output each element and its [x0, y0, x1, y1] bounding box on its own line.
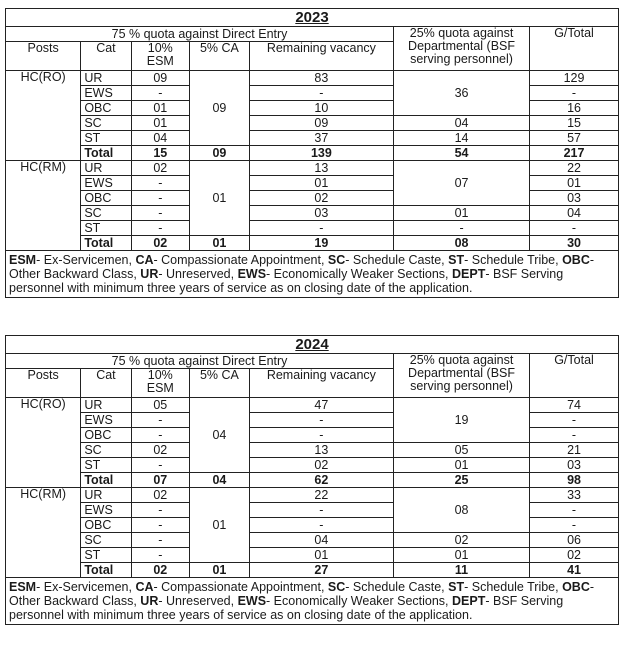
total-ca: 01: [190, 563, 250, 578]
gtotal-cell: -: [530, 428, 619, 443]
legend-abbr: DEPT: [452, 267, 486, 281]
total-remaining: 139: [249, 146, 393, 161]
total-row: [6, 563, 619, 578]
total-gtotal: 217: [530, 146, 619, 161]
remaining-header: Remaining vacancy: [249, 42, 393, 71]
legend-text: - Other Backward Class,: [9, 253, 595, 281]
gtotal-cell: -: [530, 518, 619, 533]
dept-cell: 05: [394, 443, 530, 458]
legend-note: [6, 578, 619, 625]
legend-abbr: ST: [448, 253, 465, 267]
esm-cell: 05: [131, 398, 190, 413]
total-dept: 54: [394, 146, 530, 161]
gtotal-header: G/Total: [530, 354, 619, 398]
legend-abbr: SC: [327, 253, 346, 267]
ca-merged-cell: 01: [190, 488, 250, 563]
dept-cell: 01: [394, 206, 530, 221]
total-esm: 02: [131, 236, 190, 251]
dept-cell: -: [394, 221, 530, 236]
total-row: [6, 146, 619, 161]
esm-cell: -: [131, 428, 190, 443]
legend-abbr: EWS: [237, 267, 267, 281]
legend-abbr: ST: [448, 580, 465, 594]
legend-abbr: OBC: [562, 580, 590, 594]
esm-cell: -: [131, 191, 190, 206]
table-row: [6, 116, 619, 131]
total-remaining: 62: [249, 473, 393, 488]
legend-abbr: DEPT: [452, 594, 486, 608]
remaining-cell: 02: [249, 191, 393, 206]
total-esm: 15: [131, 146, 190, 161]
gtotal-cell: -: [530, 221, 619, 236]
total-remaining: 27: [249, 563, 393, 578]
legend-text: - Schedule Tribe,: [464, 580, 563, 594]
esm-cell: -: [131, 518, 190, 533]
post-name: HC(RM): [6, 161, 81, 251]
esm-cell: 01: [131, 116, 190, 131]
legend-text: - Economically Weaker Sections,: [266, 594, 452, 608]
category-cell: SC: [81, 533, 131, 548]
total-esm: 02: [131, 563, 190, 578]
total-dept: 08: [394, 236, 530, 251]
remaining-cell: 37: [249, 131, 393, 146]
table-row: [6, 458, 619, 473]
legend-text: - BSF Serving personnel with minimum three years of service as on closing date of the application.: [9, 267, 564, 295]
gtotal-header: G/Total: [530, 27, 619, 71]
legend-note: [6, 251, 619, 298]
legend-abbr: ESM: [9, 253, 37, 267]
category-cell: OBC: [81, 518, 131, 533]
category-cell: EWS: [81, 176, 131, 191]
dept-merged-cell: 19: [394, 398, 530, 443]
remaining-cell: 03: [249, 206, 393, 221]
legend-abbr: CA: [135, 253, 154, 267]
post-name: HC(RO): [6, 71, 81, 161]
table-row: [6, 398, 619, 413]
category-cell: ST: [81, 458, 131, 473]
total-label: Total: [81, 473, 131, 488]
ca-merged-cell: 04: [190, 398, 250, 473]
gtotal-cell: -: [530, 413, 619, 428]
direct-entry-header: 75 % quota against Direct Entry: [6, 354, 394, 369]
remaining-cell: 09: [249, 116, 393, 131]
ca-header: 5% CA: [190, 369, 250, 398]
table-row: [6, 533, 619, 548]
category-cell: UR: [81, 161, 131, 176]
posts-header: Posts: [6, 42, 81, 71]
table-year-heading: 2024: [6, 336, 619, 354]
direct-entry-header: 75 % quota against Direct Entry: [6, 27, 394, 42]
departmental-header: 25% quota against Departmental (BSF serving personnel): [394, 354, 530, 398]
total-ca: 04: [190, 473, 250, 488]
category-cell: OBC: [81, 428, 131, 443]
total-gtotal: 98: [530, 473, 619, 488]
category-cell: UR: [81, 398, 131, 413]
cat-header: Cat: [81, 369, 131, 398]
dept-cell: 01: [394, 458, 530, 473]
category-cell: EWS: [81, 503, 131, 518]
legend-text: - Other Backward Class,: [9, 580, 595, 608]
category-cell: SC: [81, 206, 131, 221]
legend-text: - BSF Serving personnel with minimum three years of service as on closing date of the application.: [9, 594, 564, 622]
remaining-cell: 10: [249, 101, 393, 116]
remaining-cell: 13: [249, 161, 393, 176]
remaining-cell: 02: [249, 458, 393, 473]
category-cell: ST: [81, 131, 131, 146]
esm-cell: 04: [131, 131, 190, 146]
gtotal-cell: 129: [530, 71, 619, 86]
esm-cell: 09: [131, 71, 190, 86]
esm-cell: 02: [131, 488, 190, 503]
category-cell: SC: [81, 116, 131, 131]
category-cell: SC: [81, 443, 131, 458]
category-cell: EWS: [81, 86, 131, 101]
esm-cell: -: [131, 458, 190, 473]
legend-text: - Schedule Caste,: [345, 580, 449, 594]
gtotal-cell: 33: [530, 488, 619, 503]
gtotal-cell: 57: [530, 131, 619, 146]
table-year-heading: 2023: [6, 9, 619, 27]
category-cell: ST: [81, 221, 131, 236]
legend-text: - Economically Weaker Sections,: [266, 267, 452, 281]
cat-header: Cat: [81, 42, 131, 71]
legend-abbr: ESM: [9, 580, 37, 594]
total-ca: 09: [190, 146, 250, 161]
posts-header: Posts: [6, 369, 81, 398]
legend-abbr: CA: [135, 580, 154, 594]
table-row: [6, 488, 619, 503]
remaining-header: Remaining vacancy: [249, 369, 393, 398]
table-row: [6, 548, 619, 563]
vacancy-table-2023: [5, 8, 619, 298]
dept-cell: 04: [394, 116, 530, 131]
legend-text: - Schedule Caste,: [345, 253, 449, 267]
esm-cell: -: [131, 221, 190, 236]
gtotal-cell: 74: [530, 398, 619, 413]
legend-text: - Compassionate Appointment,: [153, 253, 328, 267]
post-name: HC(RM): [6, 488, 81, 578]
table-row: [6, 206, 619, 221]
total-label: Total: [81, 563, 131, 578]
category-cell: OBC: [81, 101, 131, 116]
table-row: [6, 71, 619, 86]
esm-cell: -: [131, 86, 190, 101]
total-gtotal: 41: [530, 563, 619, 578]
remaining-cell: -: [249, 518, 393, 533]
legend-text: - Schedule Tribe,: [464, 253, 563, 267]
esm-cell: -: [131, 413, 190, 428]
remaining-cell: 01: [249, 176, 393, 191]
remaining-cell: -: [249, 428, 393, 443]
gtotal-cell: 01: [530, 176, 619, 191]
total-label: Total: [81, 146, 131, 161]
total-row: [6, 236, 619, 251]
legend-abbr: UR: [140, 594, 159, 608]
category-cell: ST: [81, 548, 131, 563]
remaining-cell: -: [249, 221, 393, 236]
esm-cell: 01: [131, 101, 190, 116]
legend-text: - Compassionate Appointment,: [153, 580, 328, 594]
table-row: [6, 131, 619, 146]
esm-cell: -: [131, 548, 190, 563]
remaining-cell: -: [249, 503, 393, 518]
table-row: [6, 443, 619, 458]
gtotal-cell: 04: [530, 206, 619, 221]
gtotal-cell: 15: [530, 116, 619, 131]
legend-text: - Unreserved,: [158, 594, 238, 608]
remaining-cell: 13: [249, 443, 393, 458]
dept-merged-cell: 08: [394, 488, 530, 533]
vacancy-table-2024: [5, 335, 619, 625]
esm-cell: -: [131, 176, 190, 191]
remaining-cell: 01: [249, 548, 393, 563]
gtotal-cell: -: [530, 86, 619, 101]
remaining-cell: 47: [249, 398, 393, 413]
esm-cell: -: [131, 206, 190, 221]
total-ca: 01: [190, 236, 250, 251]
total-esm: 07: [131, 473, 190, 488]
gtotal-cell: 03: [530, 458, 619, 473]
category-cell: UR: [81, 488, 131, 503]
remaining-cell: -: [249, 86, 393, 101]
remaining-cell: 04: [249, 533, 393, 548]
category-cell: OBC: [81, 191, 131, 206]
total-dept: 25: [394, 473, 530, 488]
ca-merged-cell: 01: [190, 161, 250, 236]
ca-merged-cell: 09: [190, 71, 250, 146]
table-row: [6, 221, 619, 236]
legend-abbr: OBC: [562, 253, 590, 267]
esm-cell: 02: [131, 161, 190, 176]
category-cell: UR: [81, 71, 131, 86]
esm-header: 10% ESM: [131, 42, 190, 71]
legend-text: - Ex-Servicemen,: [36, 253, 136, 267]
dept-cell: 02: [394, 533, 530, 548]
dept-cell: 01: [394, 548, 530, 563]
legend-text: - Ex-Servicemen,: [36, 580, 136, 594]
esm-cell: 02: [131, 443, 190, 458]
remaining-cell: 83: [249, 71, 393, 86]
table-row: [6, 161, 619, 176]
legend-abbr: SC: [327, 580, 346, 594]
dept-cell: 14: [394, 131, 530, 146]
total-remaining: 19: [249, 236, 393, 251]
esm-header: 10% ESM: [131, 369, 190, 398]
legend-abbr: EWS: [237, 594, 267, 608]
category-cell: EWS: [81, 413, 131, 428]
dept-merged-cell: 36: [394, 71, 530, 116]
gtotal-cell: 16: [530, 101, 619, 116]
remaining-cell: 22: [249, 488, 393, 503]
total-gtotal: 30: [530, 236, 619, 251]
gtotal-cell: -: [530, 503, 619, 518]
ca-header: 5% CA: [190, 42, 250, 71]
esm-cell: -: [131, 503, 190, 518]
remaining-cell: -: [249, 413, 393, 428]
departmental-header: 25% quota against Departmental (BSF serving personnel): [394, 27, 530, 71]
dept-merged-cell: 07: [394, 161, 530, 206]
gtotal-cell: 22: [530, 161, 619, 176]
gtotal-cell: 03: [530, 191, 619, 206]
esm-cell: -: [131, 533, 190, 548]
legend-text: - Unreserved,: [158, 267, 238, 281]
gtotal-cell: 06: [530, 533, 619, 548]
post-name: HC(RO): [6, 398, 81, 488]
total-row: [6, 473, 619, 488]
gtotal-cell: 02: [530, 548, 619, 563]
total-label: Total: [81, 236, 131, 251]
total-dept: 11: [394, 563, 530, 578]
legend-abbr: UR: [140, 267, 159, 281]
gtotal-cell: 21: [530, 443, 619, 458]
